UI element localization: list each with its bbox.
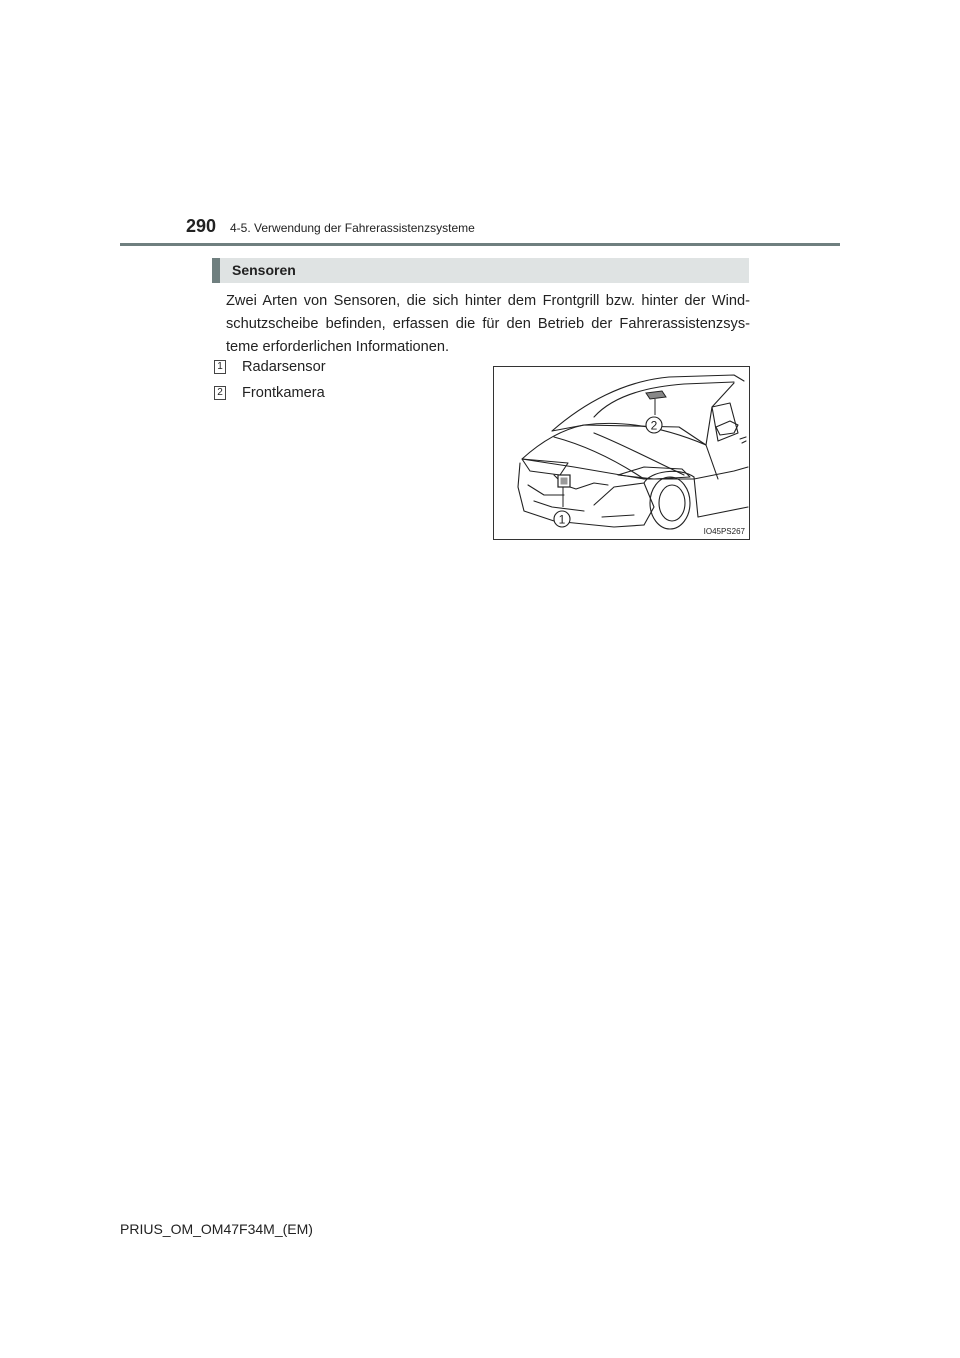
header-rule xyxy=(120,243,840,246)
section-header xyxy=(212,258,749,283)
legend-item-radar xyxy=(214,359,326,375)
legend-label: Radarsensor xyxy=(242,359,326,375)
legend-number: 1 xyxy=(214,360,226,374)
legend-number: 2 xyxy=(214,386,226,400)
car-front-illustration xyxy=(494,367,749,539)
sensor-figure xyxy=(493,366,750,540)
callout-2: 2 xyxy=(650,418,658,433)
section-title: Sensoren xyxy=(232,262,296,278)
page-number: 290 xyxy=(186,216,217,236)
chapter-title: 4-5. Verwendung der Fahrerassistenzsysteme xyxy=(230,221,475,235)
section-body-text: Zwei Arten von Sensoren, die sich hinter dem Frontgrill bzw. hinter der Windschutzscheibe befinden, erfassen die für den Betrieb der Fahrerassistenzsysteme erforderlichen Informationen. xyxy=(226,293,750,355)
front-camera-icon xyxy=(646,391,666,399)
callout-1: 1 xyxy=(558,512,566,527)
figure-code: IO45PS267 xyxy=(703,527,745,536)
footer-doc-id: PRIUS_OM_OM47F34M_(EM) xyxy=(120,1221,313,1237)
legend-label: Frontkamera xyxy=(242,385,325,401)
legend-item-camera xyxy=(214,385,325,401)
